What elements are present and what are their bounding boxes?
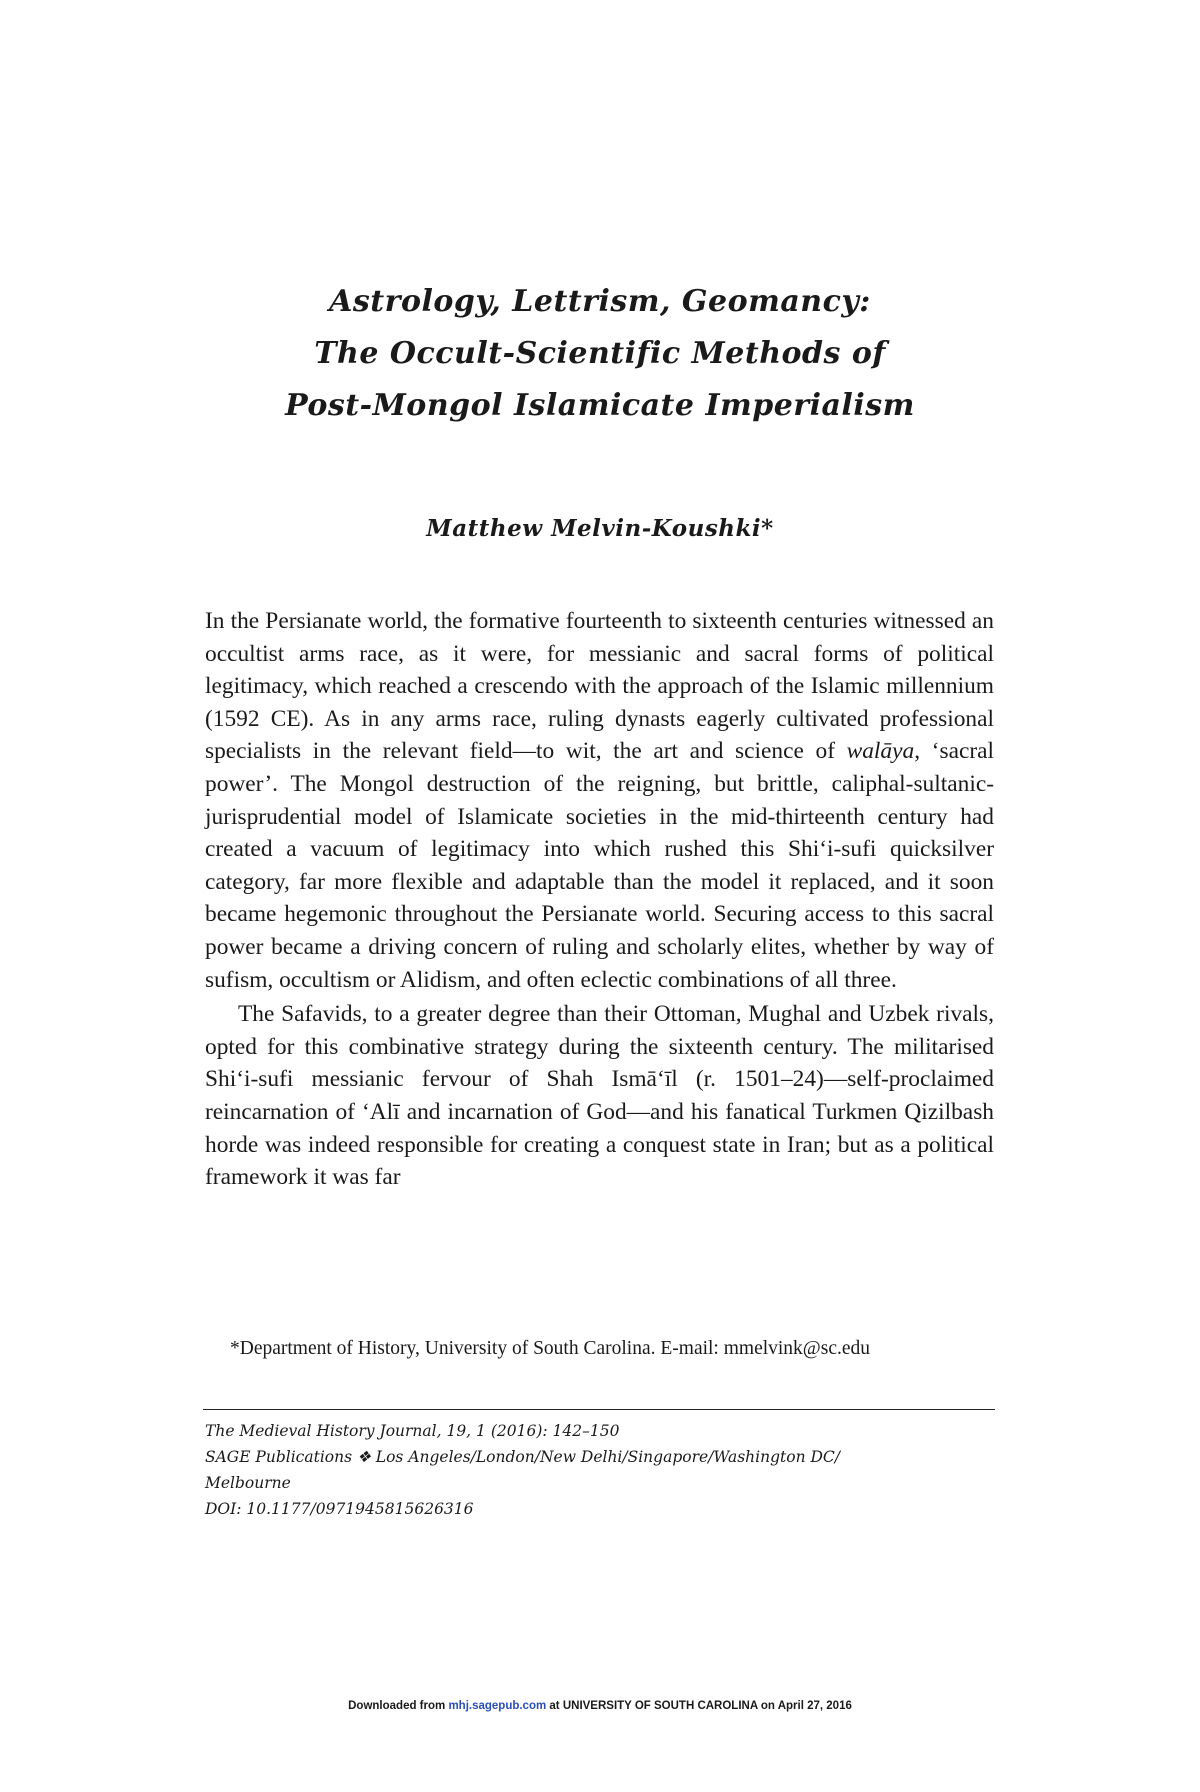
abstract-body — [205, 605, 994, 1194]
paragraph-2: The Safavids, to a greater degree than their Ottoman, Mughal and Uzbek rivals, opted for this combinative strategy during the sixteenth century. The militarised Shi‘i-sufi messianic fervour of Shah Ismā‘īl (r. 1501–24)—self-proclaimed reincarnation of ‘Alī and incarnation of God—and his fanatical Turkmen Qizilbash horde was indeed responsible for creating a conquest state in Iran; but as a political framework it was far — [205, 1001, 994, 1191]
article-title — [0, 276, 1200, 432]
title-line-2: The Occult-Scientific Methods of — [314, 336, 886, 371]
download-prefix: Downloaded from — [348, 1700, 449, 1712]
paragraph-1 — [205, 605, 994, 996]
journal-info — [205, 1418, 995, 1522]
author-footnote: *Department of History, University of South Carolina. E-mail: mmelvink@sc.edu — [230, 1338, 871, 1359]
download-link[interactable]: mhj.sagepub.com — [448, 1700, 547, 1712]
download-suffix: at UNIVERSITY OF SOUTH CAROLINA on April 27, 2016 — [546, 1700, 852, 1712]
italic-term-walaya: walāya — [846, 738, 915, 765]
title-line-3: Post-Mongol Islamicate Imperialism — [285, 388, 915, 423]
paragraph-1-part-2: , ‘sacral power’. The Mongol destruction of the reigning, but brittle, caliphal-sultanic-jurisprudential model of Islamicate societies in the mid-thirteenth century had created a vacuum of legitimacy into which rushed this Shi‘i-sufi quicksilver category, far more flexible and adaptable than the model it replaced, and it soon became hegemonic throughout the Persianate world. Securing access to this sacral power became a driving concern of ruling and scholarly elites, whether by way of sufism, occultism or Alidism, and often eclectic combinations of all three. — [205, 738, 995, 993]
paragraph-1-part-1: In the Persianate world, the formative fourteenth to sixteenth centuries witnessed an occultist arms race, as it were, for messianic and sacral forms of political legitimacy, which reached a crescendo with the approach of the Islamic millennium (1592 CE). As in any arms race, ruling dynasts eagerly cultivated professional specialists in the relevant field—to wit, the art and science of — [205, 608, 994, 765]
title-line-1: Astrology, Lettrism, Geomancy: — [329, 284, 871, 319]
journal-citation: The Medieval History Journal, 19, 1 (2016): 142–150 — [205, 1422, 620, 1440]
publisher-line-cont: Melbourne — [205, 1474, 291, 1492]
doi: DOI: 10.1177/0971945815626316 — [205, 1500, 474, 1518]
download-notice — [0, 1700, 1200, 1712]
footer-divider — [203, 1409, 995, 1410]
author-name: Matthew Melvin-Koushki* — [426, 515, 774, 542]
publisher-line: SAGE Publications ❖ Los Angeles/London/New Delhi/Singapore/Washington DC/ — [205, 1448, 840, 1466]
